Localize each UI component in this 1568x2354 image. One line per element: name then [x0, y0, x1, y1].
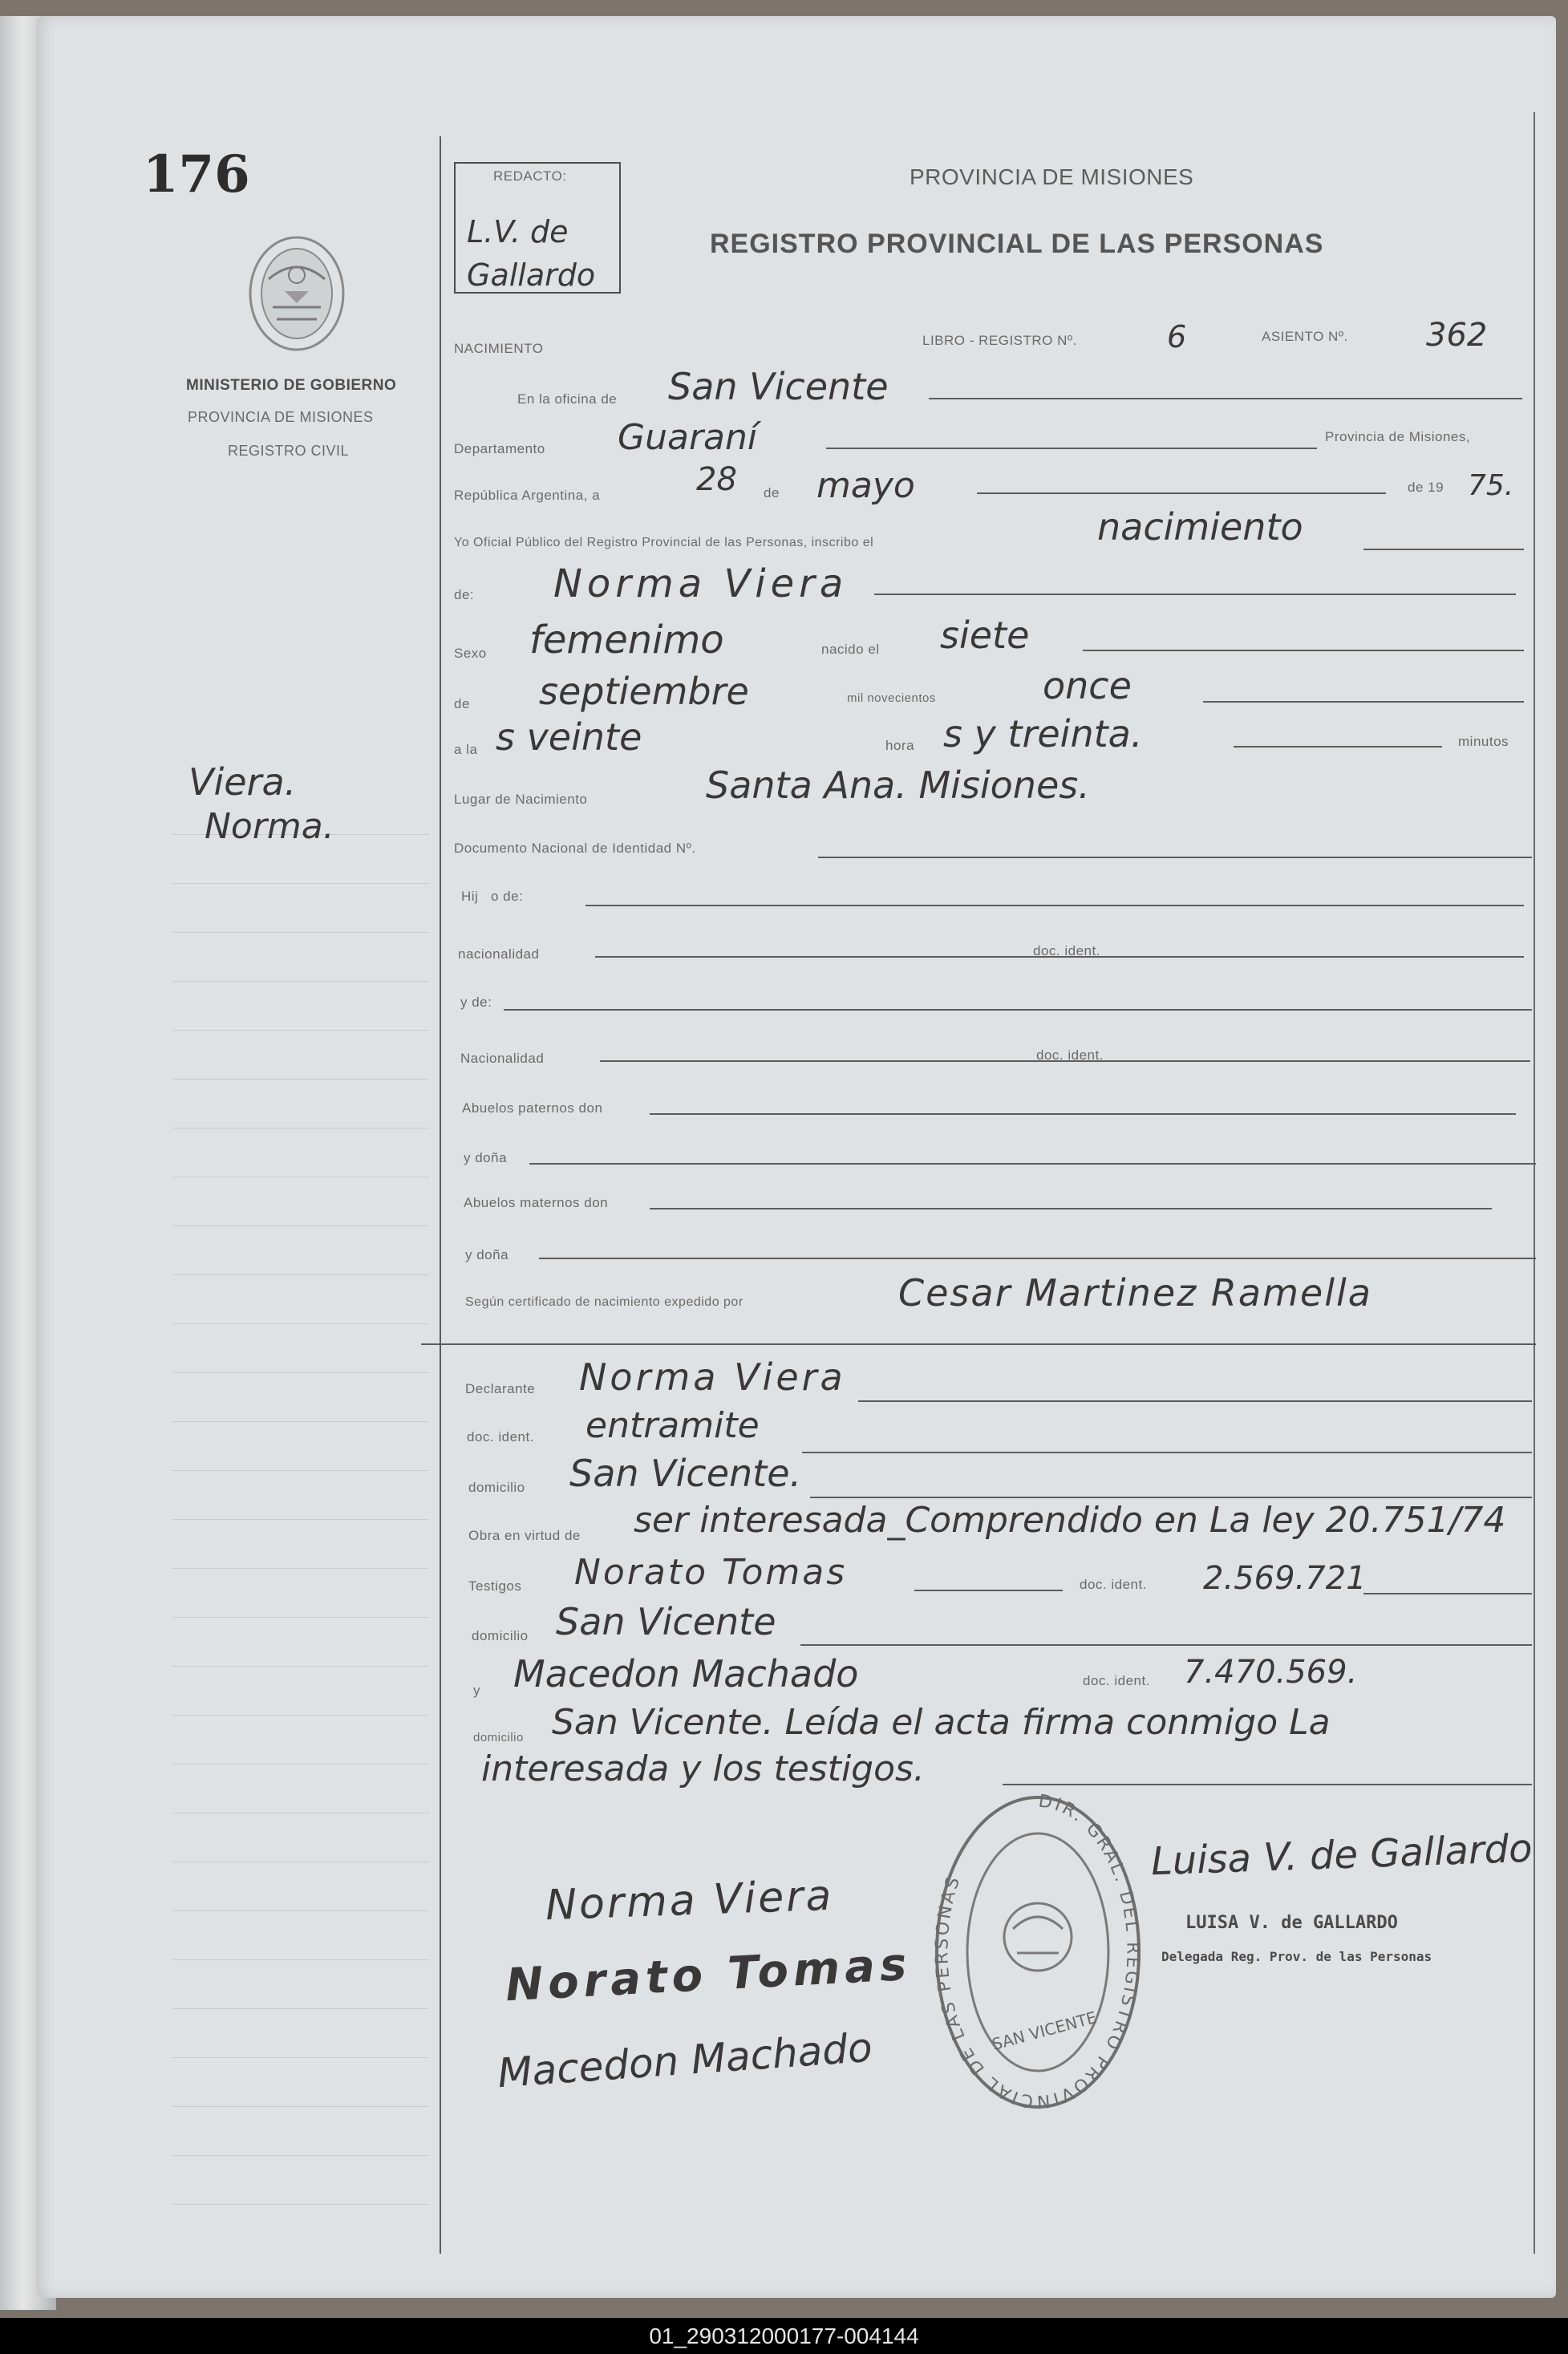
oficina-value: San Vicente [668, 365, 889, 408]
ydona2-label: y doña [465, 1247, 509, 1262]
margin-ruled-line [172, 883, 429, 884]
provincia-label: Provincia de Misiones, [1325, 429, 1471, 444]
hijo-label: Hij o de: [461, 889, 524, 904]
page-number: 176 [143, 144, 250, 205]
t1-doc-value: 2.569.721 [1203, 1560, 1367, 1597]
margin-ruled-line [172, 2106, 429, 2107]
province-title: PROVINCIA DE MISIONES [910, 164, 1194, 189]
margin-ruled-line [172, 2057, 429, 2058]
ydona1-label: y doña [464, 1150, 508, 1165]
d-docident-value: entramite [585, 1405, 760, 1446]
obra-value: ser interesada_Comprendido en La ley 20.751/74 [634, 1500, 1506, 1541]
t2-doc-label: doc. ident. [1083, 1673, 1150, 1688]
docident2-label: doc. ident. [1036, 1047, 1104, 1063]
margin-ruled-line [172, 2008, 429, 2009]
d-domicilio-line [810, 1497, 1532, 1498]
coat-of-arms-icon [245, 231, 349, 355]
cont-line [1003, 1784, 1532, 1785]
redacto-value: L.V. de Gallardo [467, 214, 596, 293]
margin-ruled-line [172, 1274, 429, 1275]
margin-ruled-line [172, 1079, 429, 1080]
libro-value: 6 [1167, 319, 1187, 355]
anio-value: once [1043, 664, 1132, 707]
ala-value: s veinte [496, 715, 642, 759]
asiento-value: 362 [1426, 317, 1488, 354]
yde-line [504, 1009, 1532, 1011]
margin-ruled-line [172, 1715, 429, 1716]
de-label: de [764, 485, 780, 500]
mes-value: septiembre [539, 670, 749, 713]
dni-line [818, 857, 1532, 858]
t2-doc-value: 7.470.569. [1184, 1654, 1358, 1691]
form-right-border [1534, 112, 1535, 2254]
nacido-value: siete [940, 614, 1030, 657]
anio-line [1203, 701, 1524, 703]
departamento-value: Guaraní [618, 417, 758, 458]
nac1-label: nacionalidad [458, 946, 540, 962]
oficial-label: Yo Oficial Público del Registro Provincial de las Personas, inscribo el [454, 536, 874, 549]
testigo1-value: Norato Tomas [574, 1552, 848, 1593]
dom2-value: San Vicente. Leída el acta firma conmigo La [552, 1702, 1331, 1743]
act-type-label: NACIMIENTO [454, 341, 544, 356]
form-left-border [440, 136, 441, 2254]
declarante-label: Declarante [465, 1381, 536, 1396]
margin-ruled-line [172, 932, 429, 933]
departamento-line [826, 448, 1317, 449]
abpat-label: Abuelos paternos don [462, 1100, 603, 1116]
margin-ruled-line [172, 1470, 429, 1471]
t1-doc-label: doc. ident. [1080, 1577, 1147, 1592]
de-persona-label: de: [454, 587, 475, 602]
margin-ruled-line [172, 1372, 429, 1373]
margin-ruled-line [172, 981, 429, 982]
cont-value: interesada y los testigos. [481, 1748, 925, 1789]
nac2-line [600, 1060, 1530, 1062]
ministry-title: MINISTERIO DE GOBIERNO [186, 377, 397, 394]
civil-registry: REGISTRO CIVIL [228, 443, 350, 459]
d-domicilio-value: San Vicente. [569, 1452, 802, 1495]
dom1-value: San Vicente [556, 1600, 776, 1643]
ydona1-line [529, 1163, 1536, 1165]
margin-ruled-line [172, 2204, 429, 2205]
y-label: y [473, 1683, 480, 1698]
oficina-line [929, 398, 1522, 399]
abmat-line [650, 1208, 1492, 1209]
margin-note-name: Norma. [205, 806, 334, 847]
day-value: 28 [696, 461, 737, 498]
ministry-province: PROVINCIA DE MISIONES [188, 409, 374, 425]
d-docident-line [802, 1452, 1532, 1453]
margin-ruled-line [172, 1421, 429, 1422]
segun-value: Cesar Martinez Ramella [898, 1271, 1372, 1315]
declarante-line [858, 1400, 1532, 1402]
margin-ruled-line [172, 1323, 429, 1324]
de-mes-label: de [454, 696, 470, 711]
mil-label: mil novecientos [847, 691, 936, 705]
margin-ruled-line [172, 1519, 429, 1520]
segun-label: Según certificado de nacimiento expedido por [465, 1295, 743, 1309]
departamento-label: Departamento [454, 441, 545, 456]
year-label: de 19 [1408, 480, 1444, 495]
libro-label: LIBRO - REGISTRO Nº. [922, 333, 1077, 348]
inscribo-line [1363, 549, 1524, 550]
ala-label: a la [454, 742, 478, 757]
testigo2-value: Macedon Machado [513, 1652, 859, 1696]
signature-official: Luisa V. de Gallardo [1150, 1825, 1534, 1885]
t1-doc-line [1363, 1593, 1532, 1594]
d-domicilio-label: domicilio [468, 1480, 525, 1495]
margin-ruled-line [172, 1568, 429, 1569]
dom1-label: domicilio [472, 1628, 529, 1643]
docident1-label: doc. ident. [1033, 943, 1100, 958]
margin-ruled-line [172, 1959, 429, 1960]
lugar-label: Lugar de Nacimiento [454, 792, 588, 807]
nacido-label: nacido el [821, 642, 880, 657]
nac2-label: Nacionalidad [460, 1051, 545, 1066]
persona-line [874, 594, 1516, 595]
dom2-label: domicilio [473, 1731, 524, 1744]
republica-label: República Argentina, a [454, 488, 601, 503]
signature-witness-2: Macedon Machado [496, 2024, 874, 2097]
persona-value: Norma Viera [553, 561, 849, 606]
registry-seal-icon [933, 1793, 1143, 2112]
registry-title: REGISTRO PROVINCIAL DE LAS PERSONAS [710, 229, 1324, 259]
dni-label: Documento Nacional de Identidad Nº. [454, 841, 696, 856]
sexo-value: femenimo [529, 618, 724, 662]
section-divider [421, 1343, 1536, 1345]
official-stamp-name: LUISA V. de GALLARDO [1185, 1913, 1398, 1933]
seal-text: DIR. GRAL. DEL REGISTRO PROVINCIAL DE LAS PERSONAS [933, 1793, 1143, 2112]
ydona2-line [539, 1258, 1536, 1259]
redacto-label: REDACTO: [493, 168, 567, 184]
seal-place: SAN VICENTE [990, 2008, 1099, 2054]
nacido-line [1083, 650, 1524, 651]
signature-declarant: Norma Viera [545, 1871, 835, 1931]
hijo-line [585, 905, 1524, 906]
yde-label: y de: [460, 995, 492, 1010]
hora-label: hora [885, 738, 915, 753]
obra-label: Obra en virtud de [468, 1528, 581, 1543]
oficina-label: En la oficina de [517, 391, 618, 407]
month-value: mayo [816, 465, 915, 506]
margin-note-surname: Viera. [188, 760, 297, 804]
sexo-label: Sexo [454, 646, 487, 661]
margin-ruled-line [172, 1030, 429, 1031]
margin-ruled-line [172, 1617, 429, 1618]
margin-ruled-line [172, 2155, 429, 2156]
minutos-label: minutos [1458, 734, 1509, 749]
asiento-label: ASIENTO Nº. [1262, 329, 1348, 344]
abpat-line [650, 1113, 1516, 1115]
footer-image-id: 01_290312000177-004144 [649, 2324, 919, 2348]
d-docident-label: doc. ident. [467, 1429, 534, 1444]
hora-line [1234, 746, 1442, 748]
abmat-label: Abuelos maternos don [464, 1195, 609, 1210]
signature-witness-1: Norato Tomas [504, 1938, 913, 2012]
margin-ruled-line [172, 1666, 429, 1667]
year-value: 75. [1468, 469, 1514, 502]
inscribo-value: nacimiento [1097, 505, 1303, 549]
declarante-value: Norma Viera [579, 1355, 846, 1399]
nac1-line [595, 956, 1524, 958]
margin-ruled-line [172, 1910, 429, 1911]
testigos-label: Testigos [468, 1578, 522, 1594]
month-line [977, 492, 1386, 494]
testigo1-line [914, 1590, 1063, 1591]
lugar-value: Santa Ana. Misiones. [706, 764, 1090, 807]
hora-value: s y treinta. [943, 712, 1143, 756]
dom1-line [800, 1644, 1532, 1646]
official-stamp-title: Delegada Reg. Prov. de las Personas [1161, 1949, 1432, 1964]
